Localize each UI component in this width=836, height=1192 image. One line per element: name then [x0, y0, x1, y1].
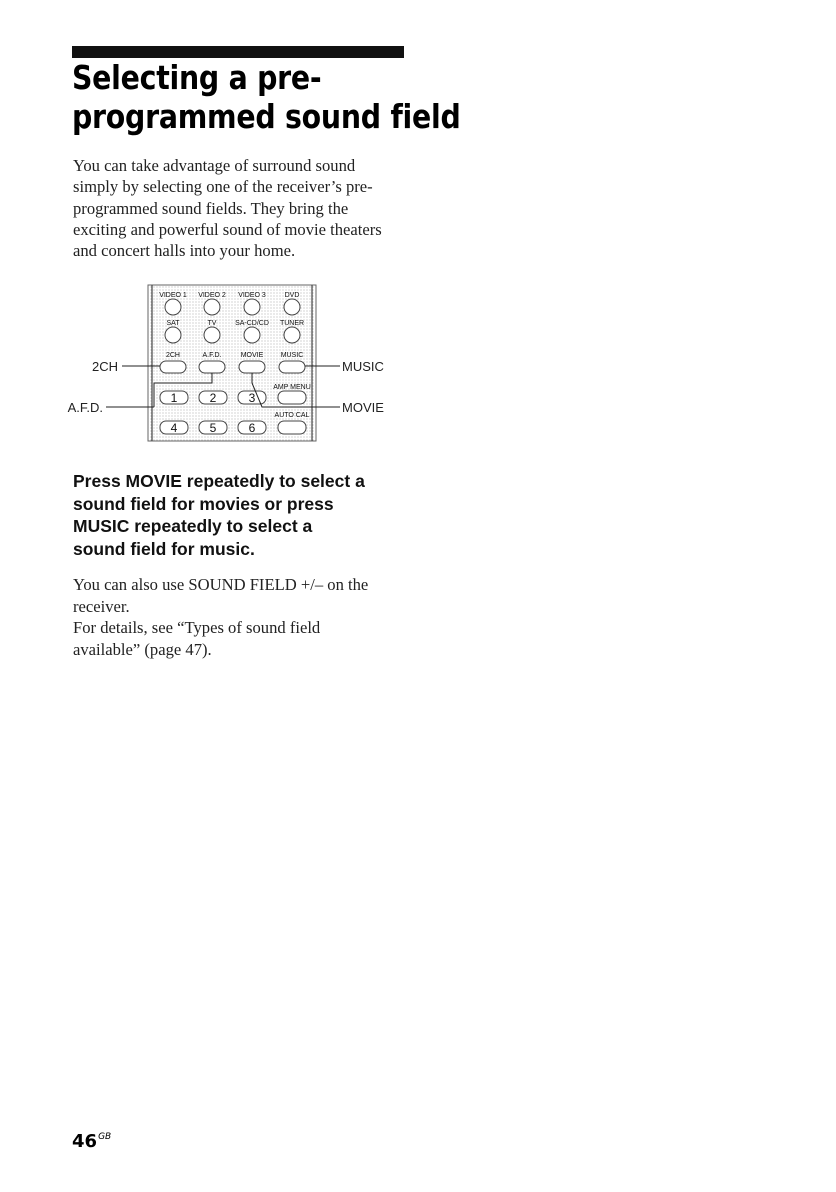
amp-menu-button — [278, 391, 306, 404]
button-number: 5 — [209, 421, 217, 435]
intro-line: You can take advantage of surround sound — [73, 156, 356, 175]
remote-label: 2CH — [165, 352, 181, 359]
notes-line: available” (page 47). — [73, 639, 212, 659]
remote-illustration — [67, 283, 412, 443]
instruction-line: sound field for movies or press — [73, 493, 334, 514]
intro-line: exciting and powerful sound of movie theaters — [73, 219, 382, 239]
remote-label: VIDEO 1 — [159, 292, 187, 299]
intro-line: and concert halls into your home. — [73, 241, 296, 261]
button-number: 6 — [248, 421, 256, 435]
instruction-line: MUSIC repeatedly to select a — [73, 516, 313, 537]
intro-line: programmed sound fields. They bring the — [73, 198, 349, 218]
callout-afd: A.F.D. — [67, 400, 103, 415]
2ch-button — [160, 361, 186, 373]
intro-line: simply by selecting one of the receiver’s pre- — [73, 177, 373, 197]
instruction-line: Press MOVIE repeatedly to select a — [73, 471, 365, 491]
button-number: 1 — [170, 391, 178, 405]
remote-round-button — [204, 299, 220, 315]
step-instruction — [73, 470, 413, 560]
remote-label: SAT — [166, 320, 180, 327]
notes-line: For details, see “Types of sound field — [73, 618, 321, 638]
remote-label: DVD — [284, 292, 300, 299]
remote-round-button — [244, 299, 260, 315]
instruction-line: sound field for music. — [73, 538, 255, 559]
remote-round-button — [284, 299, 300, 315]
button-number: 2 — [209, 391, 217, 405]
remote-label: MOVIE — [240, 352, 264, 359]
movie-button — [239, 361, 265, 373]
remote-label: AUTO CAL — [274, 412, 310, 419]
remote-label: TV — [207, 320, 217, 327]
remote-round-button — [244, 327, 260, 343]
remote-round-button — [204, 327, 220, 343]
callout-2ch: 2CH — [91, 359, 118, 374]
step-notes — [73, 574, 413, 660]
button-number: 4 — [170, 421, 178, 435]
intro-paragraph — [73, 155, 413, 261]
page-title — [72, 58, 461, 136]
remote-label: SA-CD/CD — [235, 320, 269, 327]
title-line: Selecting a pre- — [72, 58, 322, 97]
notes-line: receiver. — [73, 596, 130, 616]
page-region-suffix: GB — [98, 1132, 112, 1142]
remote-round-button — [284, 327, 300, 343]
callout-movie: MOVIE — [342, 400, 384, 415]
remote-label: AMP MENU — [273, 384, 311, 391]
page-number — [72, 1131, 111, 1152]
remote-round-button — [165, 327, 181, 343]
remote-round-button — [165, 299, 181, 315]
title-rule — [72, 46, 404, 58]
remote-label: MUSIC — [280, 352, 304, 359]
remote-label: TUNER — [279, 320, 305, 327]
remote-label: A.F.D. — [202, 352, 222, 359]
remote-label: VIDEO 3 — [238, 292, 266, 299]
remote-label: VIDEO 2 — [198, 292, 226, 299]
remote-diagram — [67, 283, 412, 443]
auto-cal-button — [278, 421, 306, 434]
afd-button — [199, 361, 225, 373]
page-number-value: 46 — [72, 1131, 98, 1152]
music-button — [279, 361, 305, 373]
notes-line: You can also use SOUND FIELD +/– on the — [73, 575, 369, 594]
title-line: programmed sound field — [72, 97, 461, 136]
button-number: 3 — [248, 391, 256, 405]
callout-music: MUSIC — [342, 359, 384, 374]
